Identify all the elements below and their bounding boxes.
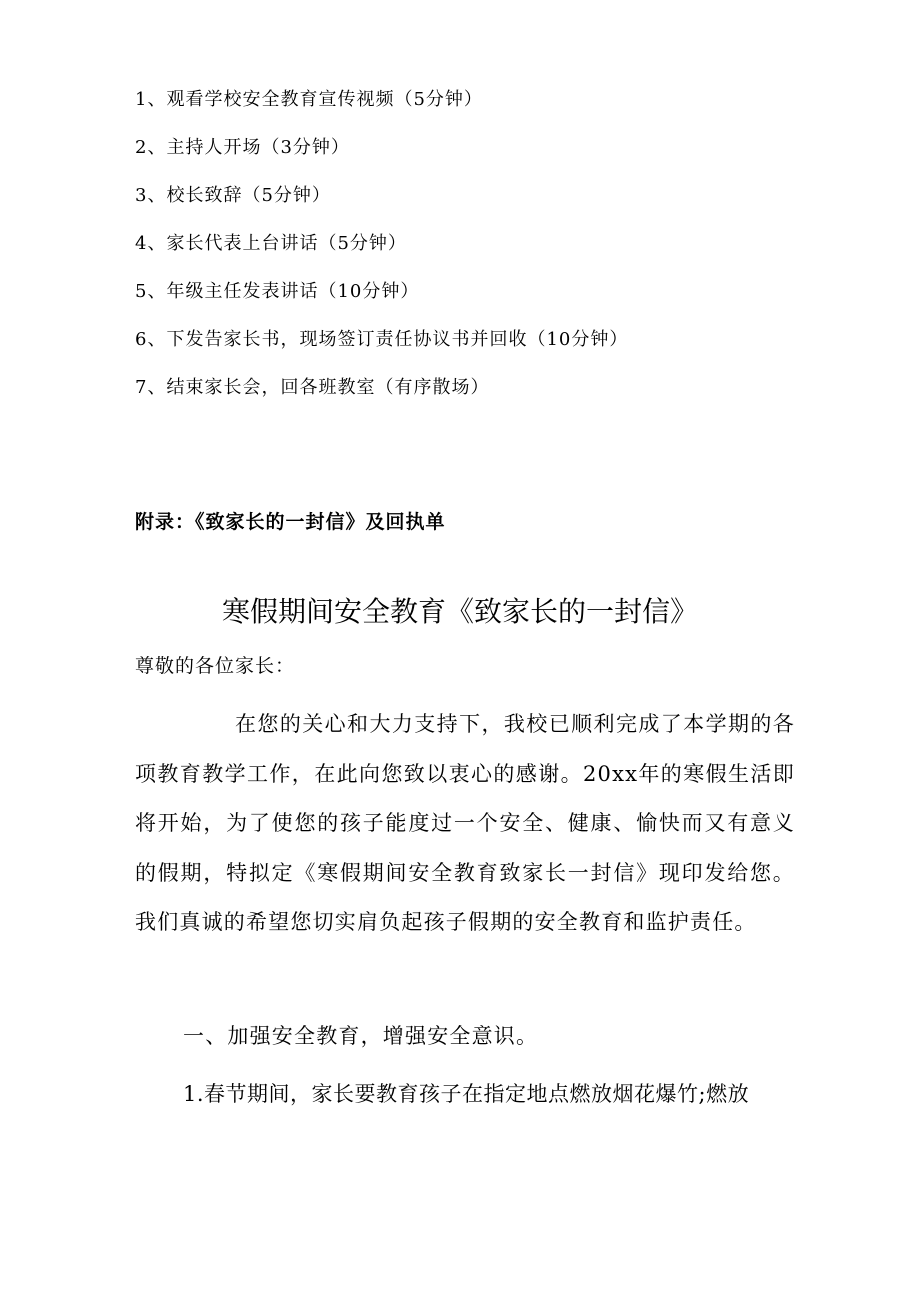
- agenda-item-3: 3、校长致辞（5分钟）: [135, 185, 331, 206]
- agenda-item-5: 5、年级主任发表讲话（10分钟）: [135, 281, 420, 302]
- letter-title: 寒假期间安全教育《致家长的一封信》: [221, 595, 698, 628]
- appendix-title: 附录：《致家长的一封信》及回执单: [135, 511, 446, 533]
- section-item-1: 1.春节期间，家长要教育孩子在指定地点燃放烟花爆竹;燃放: [183, 1082, 750, 1106]
- agenda-item-6: 6、下发告家长书，现场签订责任协议书并回收（10分钟）: [135, 329, 629, 350]
- agenda-item-1: 1、观看学校安全教育宣传视频（5分钟）: [135, 89, 483, 110]
- section-heading: 一、加强安全教育，增强安全意识。: [183, 1024, 539, 1048]
- agenda-item-7: 7、结束家长会，回各班教室（有序散场）: [135, 377, 490, 398]
- letter-body: 在您的关心和大力支持下，我校已顺利完成了本学期的各项教育教学工作，在此向您致以衷心的感谢。20xx年的寒假生活即将开始，为了使您的孩子能度过一个安全、健康、愉快而又有意义的假期，特拟定《寒假期间安全教育致家长一封信》现印发给您。我们真诚的希望您切实肩负起孩子假期的安全教育和监护责任。: [135, 712, 795, 934]
- agenda-item-2: 2、主持人开场（3分钟）: [135, 137, 350, 158]
- agenda-item-4: 4、家长代表上台讲话（5分钟）: [135, 233, 407, 254]
- letter-salutation: 尊敬的各位家长：: [135, 655, 296, 677]
